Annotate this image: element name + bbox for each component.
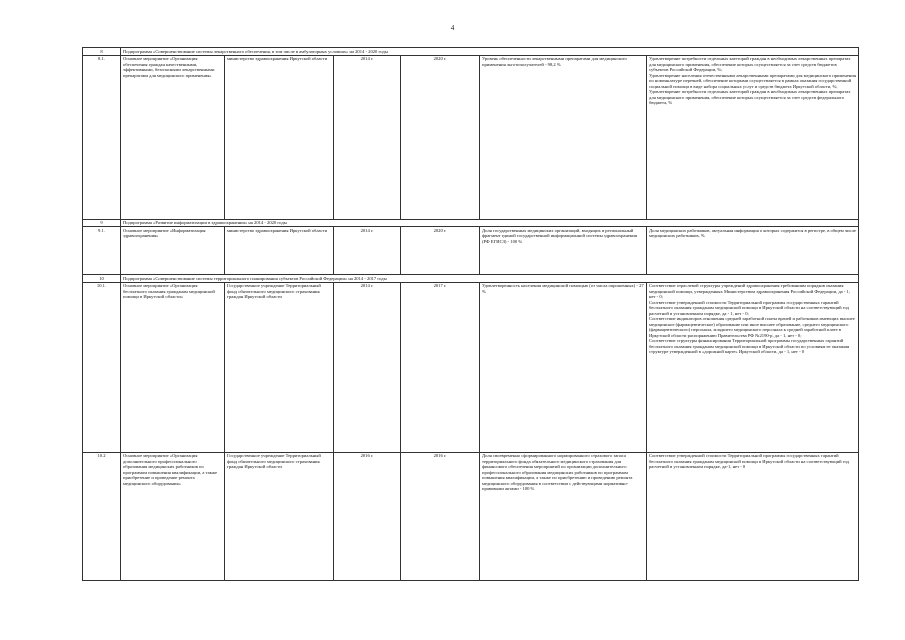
- end-year-cell: 2017 г.: [401, 282, 480, 452]
- start-year-cell: 2014 г.: [334, 227, 401, 275]
- section-title: Подпрограмма «Развитие информатизации в здравоохранении» на 2014 - 2020 годы: [121, 219, 859, 227]
- end-year-cell: 2020 г.: [401, 227, 480, 275]
- row-number: 9.1.: [83, 227, 121, 275]
- goal-item: Удовлетворение потребности отдельных категорий граждан в необходимых лекарственных препаратах для медицинского применения, обеспечение которых осуществляется за счет средств бюджетов субъектов Российской Федерации, %;: [649, 56, 851, 72]
- indicator-cell: Удовлетворенность населения медицинской помощью (от числа опрошенных) - 27 %: [480, 282, 647, 452]
- section-number: 10: [83, 275, 121, 283]
- section-header: [83, 48, 859, 56]
- section-number: 8: [83, 48, 121, 56]
- section-header: [83, 275, 859, 283]
- row-number: 10.2: [83, 452, 121, 580]
- start-year-cell: 2016 г.: [334, 452, 401, 580]
- activity-cell: Основное мероприятие «Организация бесплатного оказания гражданам медицинской помощи в Иркутской области»: [121, 282, 225, 452]
- end-year-cell: 2020 г.: [401, 55, 480, 219]
- table-row: [83, 282, 859, 452]
- program-table: [82, 47, 859, 581]
- table-row: [83, 55, 859, 219]
- goals-cell: [647, 282, 859, 452]
- indicator-cell: Доля государственных медицинских организаций, входящих в региональный фрагмент единой государственной информационной системы здравоохранения (РФ ЕГИСЗ) - 100 %: [480, 227, 647, 275]
- table-row: [83, 227, 859, 275]
- section-title: Подпрограмма «Совершенствование системы территориального планирования субъектов Российской Федерации» на 2014 - 2017 годы: [121, 275, 859, 283]
- section-header: [83, 219, 859, 227]
- executor-cell: министерство здравоохранения Иркутской области: [225, 227, 334, 275]
- goals-cell: [647, 227, 859, 275]
- goal-item: Соответствие структуры финансирования Территориальной программы государственных гарантий бесплатного оказания гражданам медицинской помощи в Иркутской области по условиям ее оказания структуре утвержденной в «дорожной карте» Иркутской области, да - 1, нет - 0: [649, 338, 850, 354]
- activity-cell: Основное мероприятие «Организация дополнительного профессионального образования медицинских работников по программам повышения квалификации, а также приобретение и проведение ремонта медицинского оборудования»: [121, 452, 225, 580]
- goal-item: Удовлетворение населения отечественными лекарственными препаратами для медицинского применения по номенклатуре перечней, обеспечение которыми осуществляется в рамках оказания государственной социальной помощи в виде набора социальных услуг и средств бюджета Иркутской области, %;: [649, 72, 856, 89]
- indicator-cell: Доля своевременно сформированного нормированного страхового запаса территориального фонда обязательного медицинского страхования для финансового обеспечения мероприятий по организации дополнительного профессионального образования медицинских работников по программам повышения квалификации, а также по приобретению и проведению ремонта медицинского оборудования в соответствии с действующими нормативно-правовыми актами - 100 %: [480, 452, 647, 580]
- table-row: [83, 452, 859, 580]
- section-number: 9: [83, 219, 121, 227]
- goals-cell: [647, 452, 859, 580]
- goal-item: Удовлетворение потребности отдельных категорий граждан в необходимых лекарственных препаратах для медицинского применения, обеспечение которых осуществляется за счет средств федерального бюджета, %: [649, 89, 851, 105]
- activity-cell: Основное мероприятие «Информатизация здравоохранения»: [121, 227, 225, 275]
- indicator-cell: Уровень обеспеченности лекарственными препаратами для медицинского применения льготополучателей - 98,2 %: [480, 55, 647, 219]
- goal-item: Доля медицинских работников, актуальная информация о которых содержится в регистре, в общем числе медицинских работников, %: [649, 227, 856, 238]
- page-number: 4: [450, 24, 455, 32]
- row-number: 10.1.: [83, 282, 121, 452]
- row-number: 8.1.: [83, 55, 121, 219]
- executor-cell: Государственное учреждение Территориальный фонд обязательного медицинского страхования граждан Иркутской области: [225, 282, 334, 452]
- goal-item: Соответствие индикаторов отношения средней заработной платы врачей и работников имеющих высшее медицинское (фармацевтическое) образование или иное высшее образование, среднего медицинского (фармацевтического) персонала, младшего медицинского персонала к средней заработной плате в Иркутской области распоряжению Правительства РФ №2190-р, да - 1, нет - 0;: [649, 316, 855, 338]
- section-title: Подпрограмма «Совершенствование системы лекарственного обеспечения, в том числе в амбулаторных условиях» на 2014 - 2020 годы: [121, 48, 859, 56]
- activity-cell: Основное мероприятие «Организация обеспечения граждан качественными, эффективными, безопасными лекарственными препаратами для медицинского применения»: [121, 55, 225, 219]
- goal-item: Соответствие утвержденной стоимости Территориальной программы государственных гарантий бесплатного оказания гражданам медицинской помощи в Иркутской области на соответствующий год расчетной в установленном порядке, да-1, нет - 0: [649, 453, 850, 469]
- goals-cell: [647, 55, 859, 219]
- end-year-cell: 2016 г.: [401, 452, 480, 580]
- executor-cell: министерство здравоохранения Иркутской области: [225, 55, 334, 219]
- start-year-cell: 2014 г.: [334, 282, 401, 452]
- goal-item: Соответствие утвержденной стоимости Территориальной программы государственных гарантий бесплатного оказания гражданам медицинской помощи в Иркутской области на соответствующий год расчетной в установленном порядке, да - 1, нет - 0;: [649, 299, 850, 316]
- start-year-cell: 2014 г.: [334, 55, 401, 219]
- goal-item: Соответствие отраслевой структуры учреждений здравоохранения требованиям порядков оказания медицинской помощи, утвержденных Министерством здравоохранения Российской Федерации, да - 1, нет - 0;: [649, 283, 850, 299]
- executor-cell: Государственное учреждение Территориальный фонд обязательного медицинского страхования граждан Иркутской области: [225, 452, 334, 580]
